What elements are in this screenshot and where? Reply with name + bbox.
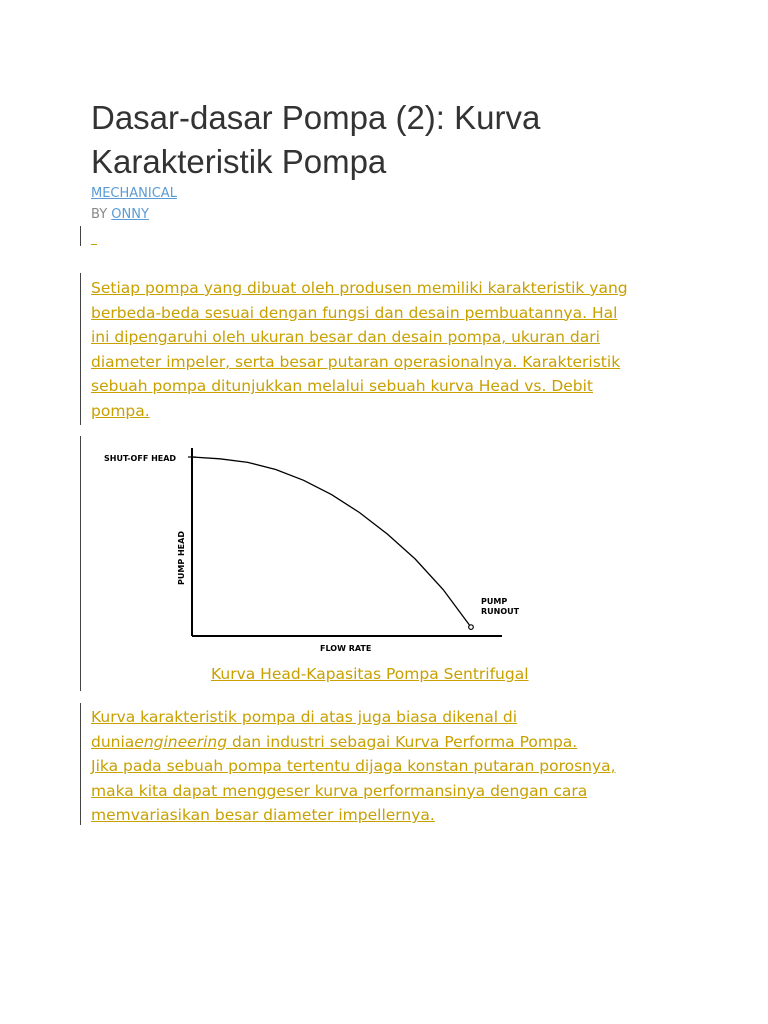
y-axis-label: PUMP HEAD — [177, 531, 186, 585]
paragraph-1-line[interactable]: berbeda-beda sesuai dengan fungsi dan desain pembuatannya. Hal — [91, 303, 618, 322]
category-link[interactable]: MECHANICAL — [91, 186, 177, 201]
runout-label-1: PUMP — [481, 597, 508, 606]
paragraph-2-line-3[interactable]: Jika pada sebuah pompa tertentu dijaga konstan putaran porosnya, — [91, 757, 616, 776]
pump-curve-chart — [96, 440, 536, 660]
paragraph-1-line[interactable]: Setiap pompa yang dibuat oleh produsen memiliki karakteristik yang — [91, 279, 628, 297]
by-label: BY — [91, 207, 108, 222]
shutoff-head-label: SHUT-OFF HEAD — [104, 454, 177, 463]
paragraph-1-line[interactable]: diameter impeler, serta besar putaran operasionalnya. Karakteristik — [91, 352, 621, 371]
quote-bar-top — [80, 226, 81, 246]
paragraph-2-line-1[interactable]: Kurva karakteristik pompa di atas juga biasa dikenal di — [91, 708, 518, 726]
quote-bar-paragraph2 — [80, 703, 81, 825]
paragraph-1 — [91, 276, 691, 424]
paragraph-1-line[interactable]: ini dipengaruhi oleh ukuran besar dan desain pompa, ukuran dari — [91, 328, 600, 347]
byline — [91, 207, 149, 222]
empty-link-underline — [91, 244, 97, 245]
runout-point — [469, 625, 474, 630]
head-capacity-curve — [192, 457, 471, 627]
engineering-text: engineering — [134, 732, 228, 751]
paragraph-2-line-2[interactable] — [91, 733, 577, 751]
line2-rest: dan industri sebagai Kurva Performa Pompa. — [227, 732, 578, 751]
paragraph-2-line-5[interactable]: memvariasikan besar diameter impellernya. — [91, 806, 435, 825]
dunia-text: dunia — [91, 732, 135, 751]
quote-bar-figure — [80, 436, 81, 691]
paragraph-1-line[interactable]: pompa. — [91, 401, 150, 420]
paragraph-2 — [91, 705, 691, 828]
article-title: Dasar-dasar Pompa (2): Kurva Karakteristik Pompa — [91, 99, 541, 180]
paragraph-2-line-4[interactable]: maka kita dapat menggeser kurva performansinya dengan cara — [91, 781, 588, 800]
quote-bar-paragraph1 — [80, 273, 81, 425]
author-link[interactable]: ONNY — [111, 207, 149, 222]
paragraph-1-line[interactable]: sebuah pompa ditunjukkan melalui sebuah kurva Head vs. Debit — [91, 377, 594, 396]
runout-label-2: RUNOUT — [481, 607, 520, 616]
x-axis-label: FLOW RATE — [320, 644, 372, 653]
figure-caption[interactable]: Kurva Head-Kapasitas Pompa Sentrifugal — [211, 665, 529, 683]
